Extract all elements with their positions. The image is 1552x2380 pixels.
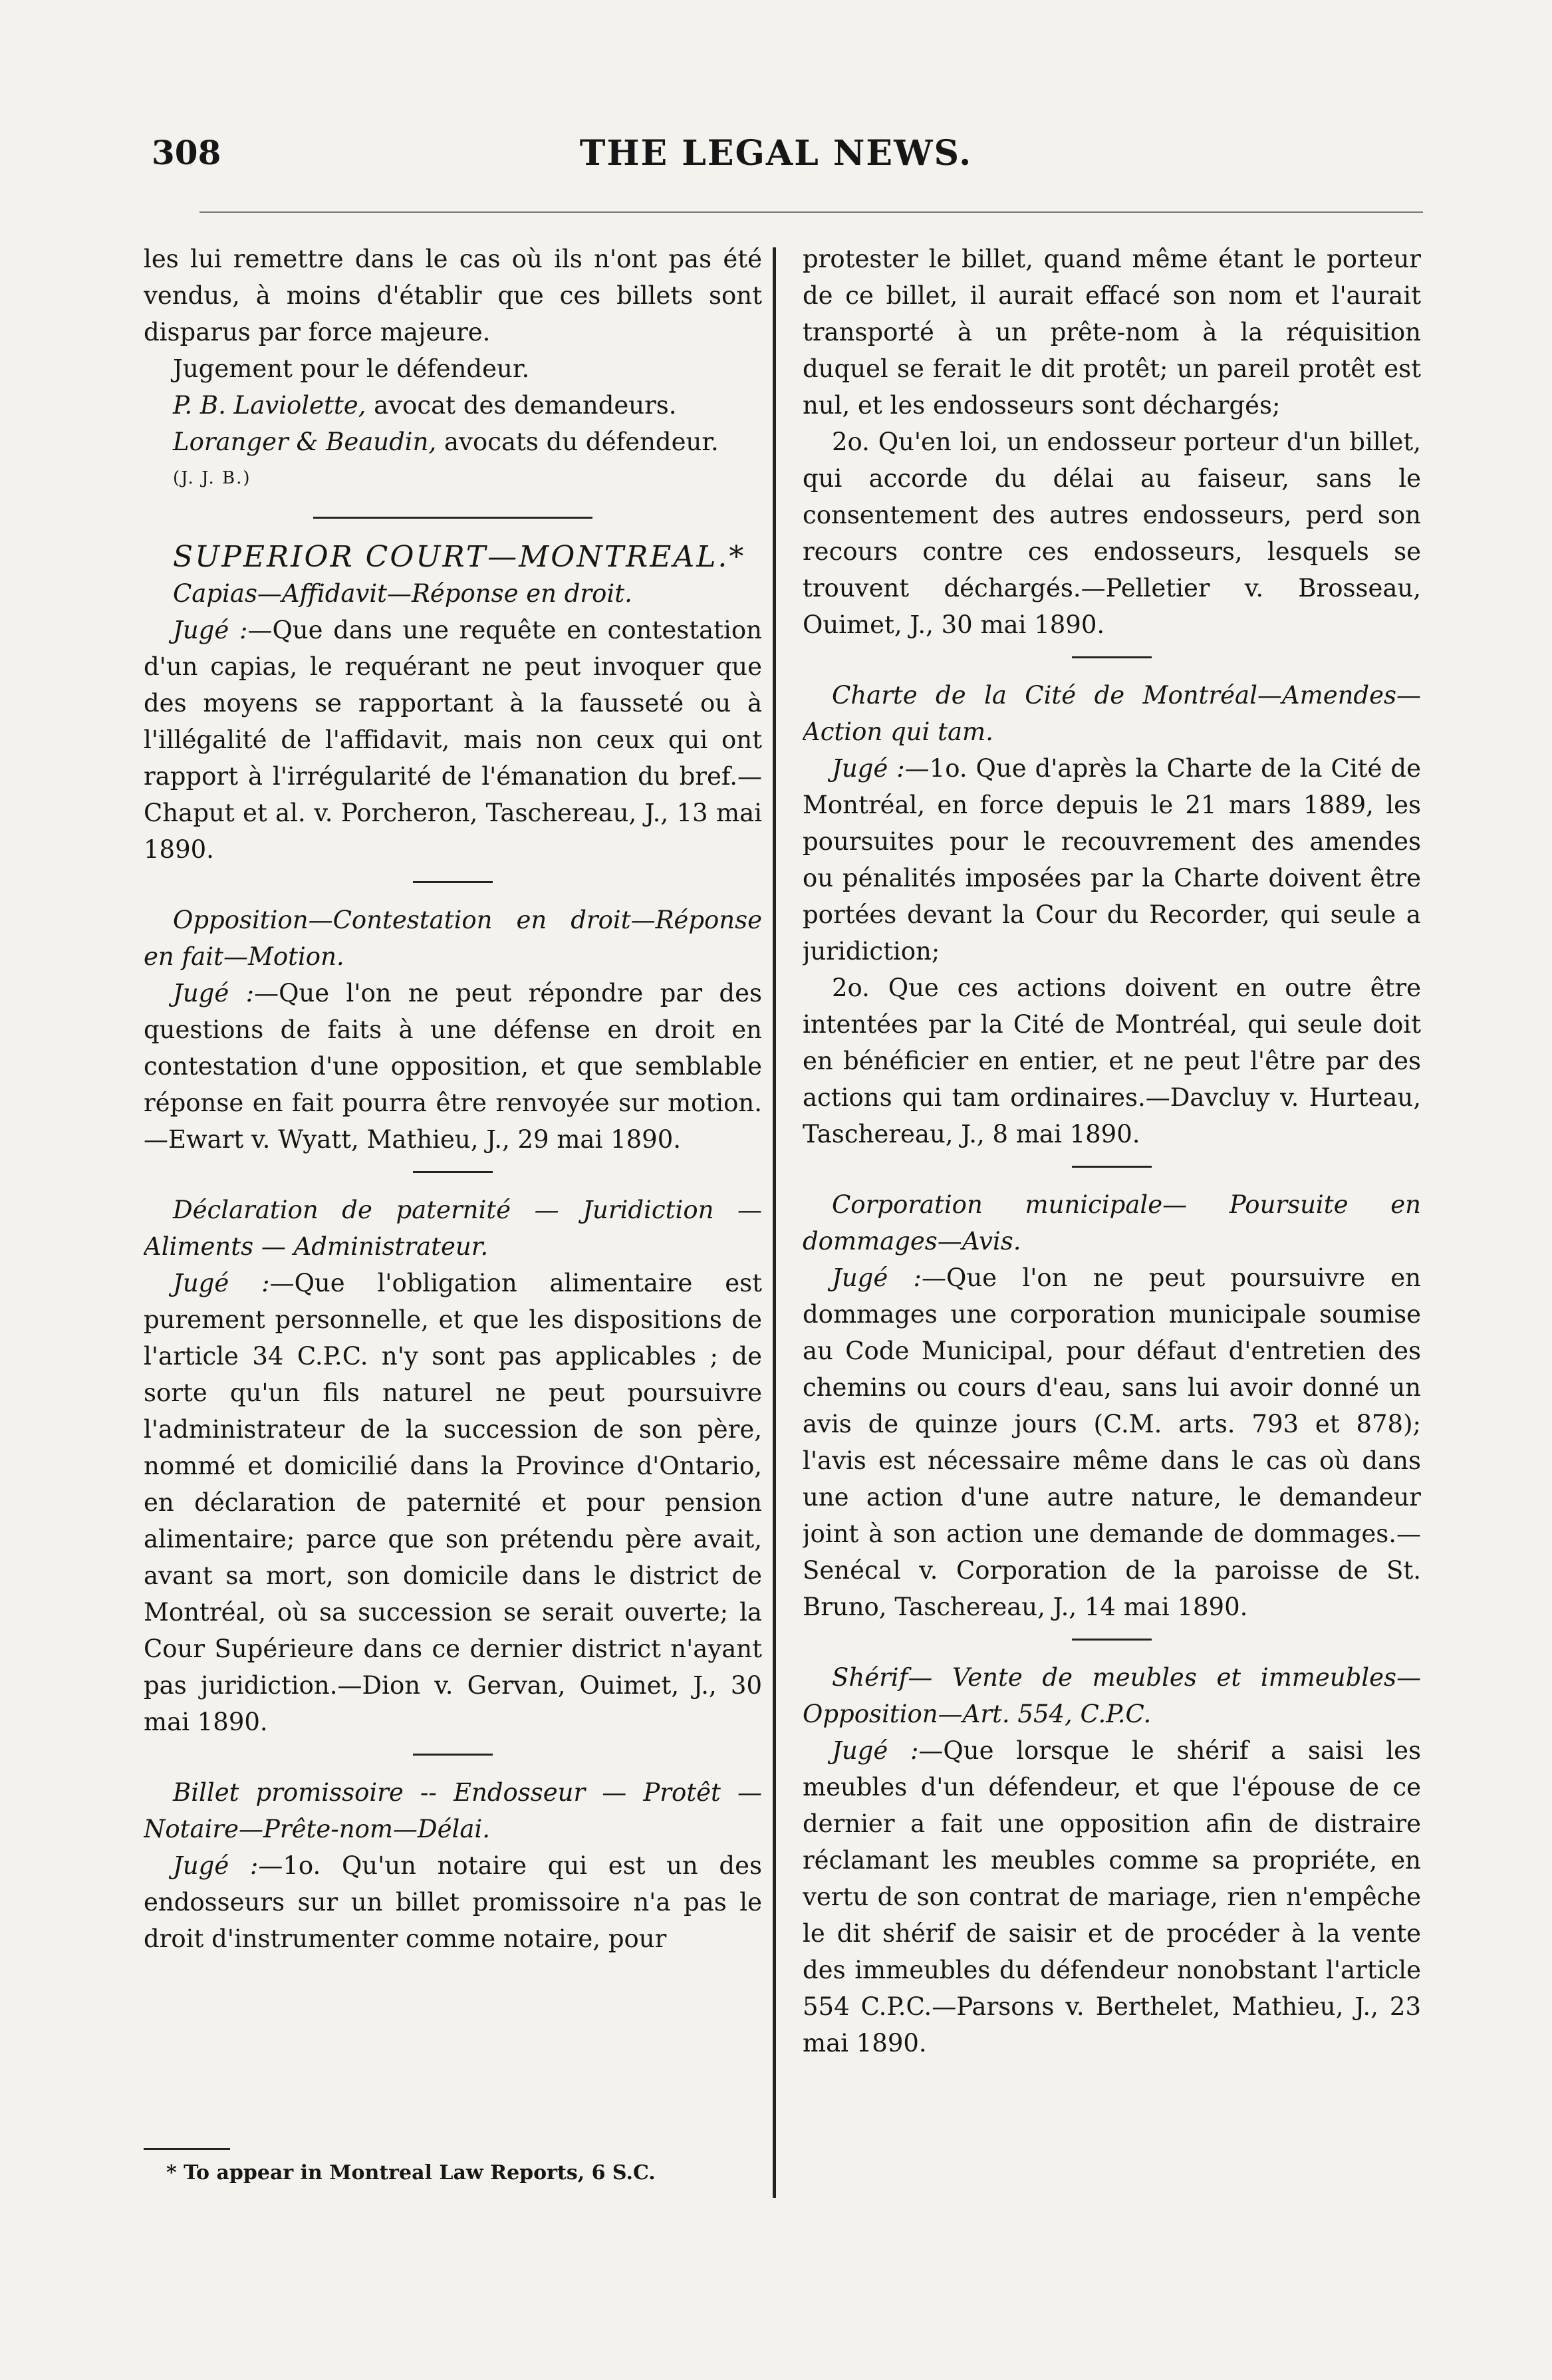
case-heading: Déclaration de paternité — Juridiction — Aliments — Administrateur. [144,1196,762,1261]
case-heading: Corporation municipale— Poursuite en dommages—Avis. [803,1190,1421,1256]
case-summary: Jugé :—1o. Qu'un notaire qui est un des endosseurs sur un billet promissoire n'a pas le droit d'instrumenter comme notaire, pour [144,1851,762,1953]
case-summary: Jugé :—Que dans une requête en contestation d'un capias, le requérant ne peut invoquer que des moyens se rapportant à la fausseté ou à l'illégalité de l'affidavit, mais non ceux qui ont rapport à l'irrégularité de l'émanation du bref.—Chaput et al. v. Porcheron, Taschereau, J., 13 mai 1890. [144,616,762,864]
judgment-line: Jugement pour le défendeur. [173,354,530,383]
case-heading: Billet promissoire -- Endosseur — Protêt — Notaire—Prête-nom—Délai. [144,1778,762,1843]
case-rule [413,881,493,883]
case-rule [413,1171,493,1173]
reporter-initials: (J. J. B.) [173,468,251,488]
case-summary: 2o. Que ces actions doivent en outre être intentées par la Cité de Montréal, qui seule doit en bénéficier en entier, et ne peut l'être par des actions qui tam ordinaires.—Davcluy v. Hurteau, Taschereau, J., 8 mai 1890. [803,974,1421,1148]
continued-paragraph: 2o. Qu'en loi, un endosseur porteur d'un billet, qui accorde du délai au faiseur, sans le consentement des autres endosseurs, perd son recours contre ces endosseurs, lesquels se trouvent déchargés.—Pelletier v. Brosseau, Ouimet, J., 30 mai 1890. [803,428,1421,639]
continued-paragraph: protester le billet, quand même étant le porteur de ce billet, il aurait effacé son nom et l'aurait transporté à un prête-nom à la réquisition duquel se ferait le dit protêt; un pareil protêt est nul, et les endosseurs sont déchargés; [803,245,1421,420]
counsel-defendant: Loranger & Beaudin, avocats du défendeur. [173,428,719,456]
case-summary: Jugé :—Que l'on ne peut répondre par des questions de faits à une défense en droit en contestation d'une opposition, et que semblable réponse en fait pourra être renvoyée sur motion.—Ewart v. Wyatt, Mathieu, J., 29 mai 1890. [144,979,762,1154]
page-header [0,133,1552,186]
case-rule [413,1754,493,1756]
right-column [803,241,1421,2202]
column-divider [773,247,776,2198]
case-heading: Shérif— Vente de meubles et immeubles—Opposition—Art. 554, C.P.C. [803,1663,1421,1728]
case-summary: Jugé :—Que l'obligation alimentaire est purement personnelle, et que les dispositions de l'article 34 C.P.C. n'y sont pas applicables ; de sorte qu'un fils naturel ne peut poursuivre l'administrateur de la succession de son père, nommé et domicilié dans la Province d'Ontario, en déclaration de paternité et pour pension alimentaire; parce que son prétendu père avait, avant sa mort, son domicile dans le district de Montréal, où sa succession se serait ouverte; la Cour Supérieure dans ce dernier district n'ayant pas juridiction.—Dion v. Gervan, Ouimet, J., 30 mai 1890. [144,1269,762,1736]
case-heading: Capias—Affidavit—Réponse en droit. [173,579,632,608]
court-title: SUPERIOR COURT—MONTREAL.* [173,540,746,574]
case-summary: Jugé :—Que l'on ne peut poursuivre en dommages une corporation municipale soumise au Code Municipal, pour défaut d'entretien des chemins ou cours d'eau, sans lui avoir donné un avis de quinze jours (C.M. arts. 793 et 878); l'avis est nécessaire même dans le cas où dans une action d'une autre nature, le demandeur joint à son action une demande de dommages.—Senécal v. Corporation de la paroisse de St. Bruno, Taschereau, J., 14 mai 1890. [803,1263,1421,1621]
running-title: THE LEGAL NEWS. [579,133,973,174]
case-rule [1072,656,1152,658]
case-rule [1072,1166,1152,1168]
continued-paragraph: les lui remettre dans le cas où ils n'ont pas été vendus, à moins d'établir que ces billets sont disparus par force majeure. [144,245,762,346]
case-heading: Opposition—Contestation en droit—Réponse en fait—Motion. [144,906,762,971]
counsel-plaintiffs: P. B. Laviolette, avocat des demandeurs. [173,391,677,420]
header-rule [199,211,1423,213]
case-heading: Charte de la Cité de Montréal—Amendes—Action qui tam. [803,681,1421,746]
case-summary: Jugé :—Que lorsque le shérif a saisi les meubles d'un défendeur, et que l'épouse de ce dernier a fait une opposition afin de distraire réclamant les meubles comme sa propriéte, en vertu de son contrat de mariage, rien n'empêche le dit shérif de saisir et de procéder à la vente des immeubles du défendeur nonobstant l'article 554 C.P.C.—Parsons v. Berthelet, Mathieu, J., 23 mai 1890. [803,1736,1421,2057]
left-column [144,241,762,2202]
footnote-rule [144,2148,230,2150]
page-number: 308 [152,133,221,172]
section-rule [313,517,592,519]
case-rule [1072,1639,1152,1641]
case-summary: Jugé :—1o. Que d'après la Charte de la Cité de Montréal, en force depuis le 21 mars 1889, les poursuites pour le recouvrement des amendes ou pénalités imposées par la Charte doivent être portées devant la Cour du Recorder, qui seule a juridiction; [803,754,1421,966]
footnote: * To appear in Montreal Law Reports, 6 S.C. [166,2161,656,2184]
